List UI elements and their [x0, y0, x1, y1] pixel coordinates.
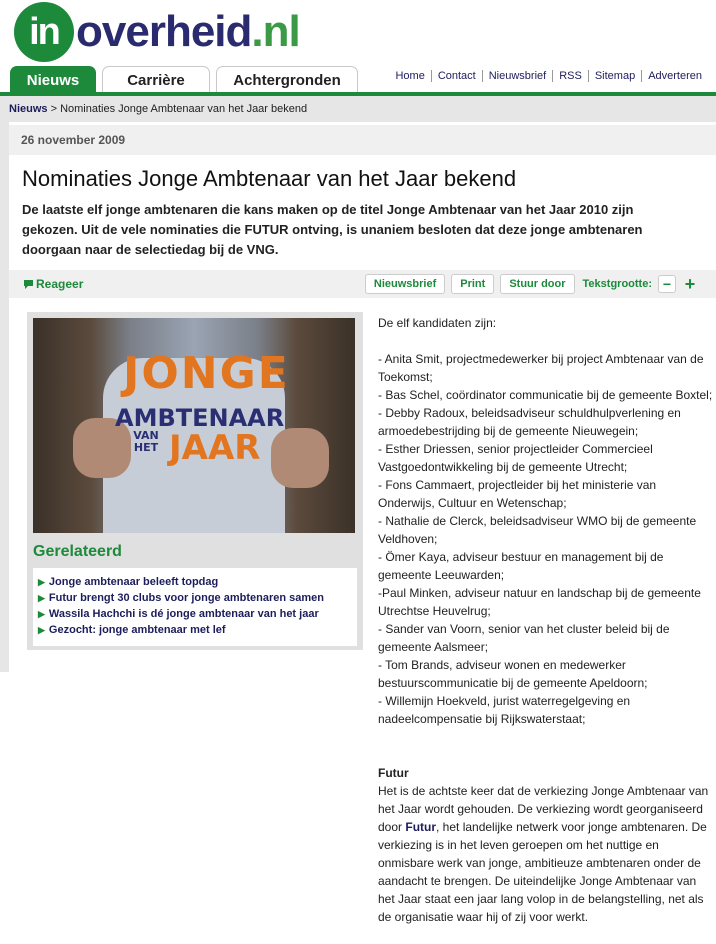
- arrow-right-icon: ▶: [38, 608, 45, 619]
- toplink-adverteren[interactable]: Adverteren: [641, 70, 708, 82]
- logo-circle: in: [14, 2, 74, 62]
- related-item[interactable]: [33, 606, 357, 622]
- arrow-right-icon: ▶: [38, 624, 45, 635]
- top-links: [389, 70, 708, 82]
- article-body: [378, 314, 714, 926]
- tab-achtergronden[interactable]: Achtergronden: [216, 66, 358, 93]
- futur-text-1: Het is de achtste keer dat de verkiezing Jonge Ambtenaar van het Jaar wordt gehouden. De verkiezing wordt georganiseerd door: [378, 784, 709, 834]
- reageer-link[interactable]: [23, 277, 83, 291]
- candidate-item: - Fons Cammaert, projectleider bij het ministerie van Onderwijs, Cultuur en Wetenschap;: [378, 478, 657, 510]
- photo-text-ambtenaar: AMBTENAAR: [115, 404, 285, 432]
- spacer: [378, 332, 714, 350]
- breadcrumb: [0, 96, 716, 122]
- logo-text: overheid: [76, 7, 252, 56]
- spacer: [378, 728, 714, 746]
- candidate-item: - Esther Driessen, senior projectleider Commercieel Vastgoedontwikkeling bij de gemeente Utrecht;: [378, 442, 653, 474]
- photo-text-jonge: JONGE: [123, 348, 290, 399]
- futur-paragraph: [378, 782, 714, 926]
- candidate-item: - Debby Radoux, beleidsadviseur schuldhulpverlening en armoedebestrijding bij de gemeente Nieuwegein;: [378, 406, 681, 438]
- related-item-label: Jonge ambtenaar beleeft topdag: [48, 576, 219, 588]
- logo-wordmark: [76, 7, 300, 57]
- related-item-label: Gezocht: jonge ambtenaar met lef: [48, 624, 226, 636]
- toplink-sitemap[interactable]: Sitemap: [588, 70, 641, 82]
- arrow-right-icon: ▶: [38, 592, 45, 603]
- article-toolbar: [9, 270, 716, 298]
- futur-link[interactable]: Futur: [405, 820, 437, 834]
- candidate-item: - Ömer Kaya, adviseur bestuur en management bij de gemeente Leeuwarden;: [378, 550, 664, 582]
- body-lead: De elf kandidaten zijn:: [378, 316, 497, 330]
- candidate-item: -Paul Minken, adviseur natuur en landschap bij de gemeente Utrechtse Heuvelrug;: [378, 586, 701, 618]
- arrow-right-icon: ▶: [38, 576, 45, 587]
- article-photo: [33, 318, 355, 533]
- article-intro: De laatste elf jonge ambtenaren die kans maken op de titel Jonge Ambtenaar van het Jaar 2010 zijn gekozen. Uit de vele nominaties die FUTUR ontving, is unaniem besloten dat deze jonge ambtenaren doorgaan naar de selectiedag bij de VNG.: [22, 202, 643, 257]
- reageer-label: Reageer: [36, 277, 84, 291]
- breadcrumb-separator: >: [47, 103, 61, 115]
- related-heading: Gerelateerd: [33, 543, 122, 560]
- stuur-door-button[interactable]: Stuur door: [500, 274, 574, 294]
- candidate-item: - Tom Brands, adviseur wonen en medewerker bestuurscommunicatie bij de gemeente Apeldoorn;: [378, 658, 648, 690]
- toplink-nieuwsbrief[interactable]: Nieuwsbrief: [482, 70, 552, 82]
- toolbar-buttons: [365, 274, 698, 294]
- toplink-home[interactable]: Home: [395, 70, 425, 82]
- article-date: 26 november 2009: [9, 125, 716, 155]
- related-item-label: Futur brengt 30 clubs voor jonge ambtenaren samen: [48, 592, 324, 604]
- nieuwsbrief-button[interactable]: Nieuwsbrief: [365, 274, 445, 294]
- main-tabs: [10, 66, 358, 93]
- candidate-item: - Anita Smit, projectmedewerker bij project Ambtenaar van de Toekomst;: [378, 352, 704, 384]
- candidate-item: - Bas Schel, coördinator communicatie bij de gemeente Boxtel;: [378, 388, 713, 402]
- article-title: Nominaties Jonge Ambtenaar van het Jaar bekend: [22, 166, 517, 191]
- site-logo[interactable]: [14, 4, 300, 60]
- text-size-increase-button[interactable]: +: [684, 274, 696, 294]
- toplink-rss[interactable]: RSS: [552, 70, 588, 82]
- related-item[interactable]: [33, 622, 357, 638]
- left-gutter: [0, 122, 9, 672]
- photo-hand-right: [271, 428, 329, 488]
- photo-text-van-het: VAN HET: [133, 429, 159, 454]
- comment-icon: [23, 279, 34, 290]
- candidate-item: - Nathalie de Clerck, beleidsadviseur WMO bij de gemeente Veldhoven;: [378, 514, 697, 546]
- futur-heading: Futur: [378, 766, 409, 780]
- related-list: [33, 568, 357, 646]
- text-size-label: Tekstgrootte:: [582, 278, 652, 290]
- logo-tld: .nl: [251, 7, 300, 56]
- breadcrumb-root[interactable]: Nieuws: [9, 103, 48, 115]
- spacer: [378, 746, 714, 764]
- breadcrumb-current: Nominaties Jonge Ambtenaar van het Jaar bekend: [60, 103, 308, 115]
- tab-nieuws[interactable]: Nieuws: [10, 66, 96, 93]
- toplink-contact[interactable]: Contact: [431, 70, 482, 82]
- related-item[interactable]: [33, 574, 357, 590]
- related-item[interactable]: [33, 590, 357, 606]
- print-button[interactable]: Print: [451, 274, 494, 294]
- tab-carriere[interactable]: Carrière: [102, 66, 210, 93]
- futur-text-2: , het landelijke netwerk voor jonge ambtenaren. De verkiezing is in het leven geroepen om het nuttige en onmisbare werk van jonge, ambitieuze ambtenaren onder de aandacht te brengen. De uiteindelijke Jonge Ambtenaar van het Jaar staat een jaar lang volop in de belangstelling, net als de organisatie waar hij of zij voor werkt.: [378, 820, 707, 924]
- sidebar-box: [27, 312, 363, 650]
- candidate-item: - Sander van Voorn, senior van het cluster beleid bij de gemeente Aalsmeer;: [378, 622, 670, 654]
- related-item-label: Wassila Hachchi is dé jonge ambtenaar van het jaar: [48, 608, 319, 620]
- text-size-decrease-button[interactable]: −: [658, 275, 676, 293]
- photo-text-jaar: JAAR: [169, 428, 261, 468]
- candidate-item: - Willemijn Hoekveld, jurist waterregelgeving en nadeelcompensatie bij Rijkswaterstaat;: [378, 694, 631, 726]
